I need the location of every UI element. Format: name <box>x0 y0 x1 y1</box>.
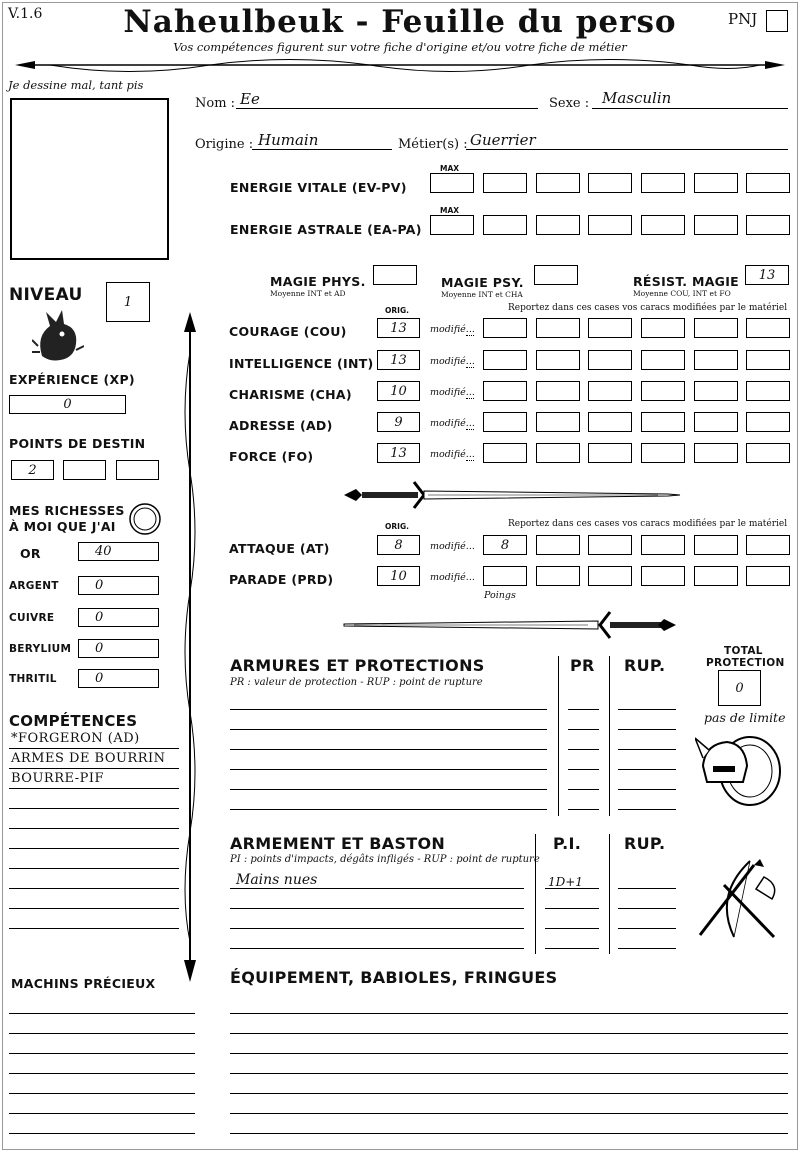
destin-box-3[interactable] <box>116 460 159 480</box>
carac-mod-box[interactable] <box>746 350 790 370</box>
armement-sub: PI : points d'impacts, dégâts infligés - RUP : point de rupture <box>230 854 540 865</box>
competence-line <box>9 828 179 829</box>
sexe-label: Sexe : <box>549 96 590 111</box>
carac-mod-box[interactable] <box>694 318 738 338</box>
competence-line <box>9 928 179 929</box>
combat-mod-box[interactable]: 8 <box>483 535 527 555</box>
ea-label: ENERGIE ASTRALE (EA-PA) <box>230 222 422 237</box>
competence-line <box>9 748 179 749</box>
richesses-label-1: MES RICHESSES <box>9 503 125 518</box>
armure-rup-line <box>618 729 676 730</box>
armures-divider-1 <box>558 656 559 816</box>
magie-phys-label: MAGIE PHYS. <box>270 274 366 289</box>
xp-label: EXPÉRIENCE (XP) <box>9 372 135 387</box>
ev-label: ENERGIE VITALE (EV-PV) <box>230 180 407 195</box>
riches-value[interactable]: 0 <box>78 608 159 627</box>
armure-rup-line <box>618 809 676 810</box>
riches-value[interactable]: 0 <box>78 576 159 595</box>
carac-mod-box[interactable] <box>536 350 580 370</box>
modifie-dots <box>466 398 474 399</box>
magie-psy-sub: Moyenne INT et CHA <box>441 290 523 299</box>
destin-box-2[interactable] <box>63 460 106 480</box>
armure-pr-line <box>568 789 599 790</box>
armement-line <box>230 948 524 949</box>
combat-orig-box[interactable]: 8 <box>377 535 420 555</box>
magie-phys-sub: Moyenne INT et AD <box>270 289 346 298</box>
modifie-label: modifié... <box>430 324 475 335</box>
modifie-dots <box>466 335 474 336</box>
ev-box[interactable] <box>536 173 580 193</box>
armement-rup-line <box>618 948 676 949</box>
armure-rup-line <box>618 749 676 750</box>
dragon-icon <box>32 306 84 364</box>
coin-icon <box>128 502 162 536</box>
machin-line <box>9 1113 195 1114</box>
xp-box[interactable]: 0 <box>9 395 126 414</box>
riches-label: CUIVRE <box>9 612 55 624</box>
ea-box[interactable] <box>588 215 632 235</box>
competence-line <box>9 808 179 809</box>
armure-line <box>230 809 547 810</box>
armure-line <box>230 729 547 730</box>
carac-mod-box[interactable] <box>588 350 632 370</box>
spear-divider-icon <box>178 312 202 982</box>
armure-pr-line <box>568 769 599 770</box>
carac-mod-box[interactable] <box>641 381 685 401</box>
armure-pr-line <box>568 709 599 710</box>
modifie-label: modifié... <box>430 356 475 367</box>
magie-psy-box[interactable] <box>534 265 578 285</box>
competences-label: COMPÉTENCES <box>9 712 138 730</box>
armure-line <box>230 749 547 750</box>
pnj-checkbox[interactable] <box>766 10 788 32</box>
combat-mod-box[interactable] <box>694 535 738 555</box>
modifie-dots <box>466 460 474 461</box>
origine-label: Origine : <box>195 137 254 152</box>
carac-mod-box[interactable] <box>483 318 527 338</box>
carac-mod-box[interactable] <box>746 443 790 463</box>
ea-box[interactable] <box>483 215 527 235</box>
carac-mod-box[interactable] <box>746 318 790 338</box>
magie-psy-label: MAGIE PSY. <box>441 275 524 290</box>
machin-line <box>9 1013 195 1014</box>
header-spear-icon <box>10 56 790 76</box>
armure-rup-line <box>618 789 676 790</box>
resist-magie-sub: Moyenne COU, INT et FO <box>633 289 731 298</box>
carac-mod-box[interactable] <box>483 412 527 432</box>
competence-line <box>9 788 179 789</box>
carac-orig-box[interactable]: 9 <box>377 412 420 432</box>
modifie-label: modifié... <box>430 449 475 460</box>
carac-mod-box[interactable] <box>694 350 738 370</box>
sheet-title: Naheulbeuk - Feuille du perso <box>123 4 677 40</box>
destin-box-1[interactable]: 2 <box>11 460 54 480</box>
modifie-label: modifié... <box>430 572 475 583</box>
ev-box[interactable] <box>588 173 632 193</box>
armure-rup-line <box>618 709 676 710</box>
sheet-subtitle: Vos compétences figurent sur votre fiche d'origine et/ou votre fiche de métier <box>173 40 627 54</box>
riches-value[interactable]: 0 <box>78 669 159 688</box>
total-protection-box[interactable]: 0 <box>718 670 761 706</box>
armure-line <box>230 789 547 790</box>
competence-item[interactable]: BOURRE-PIF <box>11 771 105 786</box>
ea-max-label: MAX <box>440 206 460 215</box>
carac-orig-box[interactable]: 13 <box>377 318 420 338</box>
carac-mod-box[interactable] <box>746 412 790 432</box>
equipement-line <box>230 1133 788 1134</box>
armure-pr-line <box>568 809 599 810</box>
armement-pi-line <box>545 888 599 889</box>
equipement-line <box>230 1093 788 1094</box>
pr-header: PR <box>570 656 595 675</box>
combat-note: Reportez dans ces cases vos caracs modifiées par le matériel <box>508 519 788 529</box>
competence-item[interactable]: ARMES DE BOURRIN <box>11 751 166 766</box>
carac-label: COURAGE (COU) <box>229 324 347 339</box>
combat-label: PARADE (PRD) <box>229 572 334 587</box>
carac-mod-box[interactable] <box>641 443 685 463</box>
armement-line <box>230 888 524 889</box>
metier-field[interactable]: Guerrier <box>470 131 536 149</box>
armement-rup-line <box>618 928 676 929</box>
carac-orig-box[interactable]: 13 <box>377 443 420 463</box>
ev-max-label: MAX <box>440 164 460 173</box>
armement-pi-line <box>545 928 599 929</box>
destin-label: POINTS DE DESTIN <box>9 436 146 451</box>
equipement-line <box>230 1073 788 1074</box>
carac-mod-box[interactable] <box>536 381 580 401</box>
carac-mod-box[interactable] <box>694 381 738 401</box>
carac-mod-box[interactable] <box>588 443 632 463</box>
armures-title: ARMURES ET PROTECTIONS <box>230 656 485 675</box>
modifie-label: modifié... <box>430 418 475 429</box>
combat-orig-box[interactable]: 10 <box>377 566 420 586</box>
ea-box[interactable] <box>641 215 685 235</box>
resist-magie-box[interactable]: 13 <box>745 265 789 285</box>
competence-line <box>9 908 179 909</box>
equipement-line <box>230 1013 788 1014</box>
carac-mod-box[interactable] <box>483 443 527 463</box>
carac-label: INTELLIGENCE (INT) <box>229 356 374 371</box>
competence-line <box>9 888 179 889</box>
carac-mod-box[interactable] <box>536 443 580 463</box>
poings-label: Poings <box>484 590 516 601</box>
sword-2-icon <box>338 610 683 640</box>
modifie-label: modifié... <box>430 541 475 552</box>
metier-label: Métier(s) : <box>398 137 468 152</box>
carac-mod-box[interactable] <box>588 381 632 401</box>
rup-header: RUP. <box>624 656 666 675</box>
resist-magie-label: RÉSIST. MAGIE <box>633 274 740 289</box>
combat-mod-box[interactable] <box>588 535 632 555</box>
sexe-line <box>592 108 788 109</box>
machin-line <box>9 1093 195 1094</box>
armure-pr-line <box>568 729 599 730</box>
carac-label: FORCE (FO) <box>229 449 314 464</box>
carac-mod-box[interactable] <box>536 318 580 338</box>
ev-max-box[interactable] <box>430 173 474 193</box>
carac-mod-box[interactable] <box>588 318 632 338</box>
nom-field[interactable]: Ee <box>240 90 260 108</box>
nom-line <box>236 108 538 109</box>
combat-mod-box[interactable] <box>536 566 580 586</box>
combat-mod-box[interactable] <box>641 535 685 555</box>
ev-box[interactable] <box>746 173 790 193</box>
origine-field[interactable]: Humain <box>258 131 319 149</box>
riches-value[interactable]: 0 <box>78 639 159 658</box>
armement-line <box>230 928 524 929</box>
niveau-label: NIVEAU <box>9 285 83 305</box>
ev-box[interactable] <box>694 173 738 193</box>
competence-line <box>9 768 179 769</box>
version-label: V.1.6 <box>8 6 43 22</box>
riches-label: ARGENT <box>9 580 59 592</box>
total-label-2: PROTECTION <box>706 657 785 669</box>
metier-line <box>466 149 788 150</box>
ev-box[interactable] <box>641 173 685 193</box>
combat-mod-box[interactable] <box>536 535 580 555</box>
equipement-title: ÉQUIPEMENT, BABIOLES, FRINGUES <box>230 968 558 987</box>
ea-box[interactable] <box>694 215 738 235</box>
carac-mod-box[interactable] <box>694 443 738 463</box>
weapon-name[interactable]: Mains nues <box>236 872 318 888</box>
weapons-icon <box>694 855 784 945</box>
sexe-field[interactable]: Masculin <box>602 89 672 107</box>
armure-pr-line <box>568 749 599 750</box>
armement-rup-line <box>618 888 676 889</box>
sword-icon <box>338 480 683 510</box>
armure-line <box>230 709 547 710</box>
machin-line <box>9 1053 195 1054</box>
carac-mod-box[interactable] <box>483 350 527 370</box>
combat-mod-box[interactable] <box>746 566 790 586</box>
armement-pi-line <box>545 908 599 909</box>
carac-label: CHARISME (CHA) <box>229 387 352 402</box>
machin-line <box>9 1073 195 1074</box>
carac-label: ADRESSE (AD) <box>229 418 333 433</box>
portrait-caption: Je dessine mal, tant pis <box>8 78 144 92</box>
weapon-pi[interactable]: 1D+1 <box>548 875 583 889</box>
armement-rup-line <box>618 908 676 909</box>
riches-label: OR <box>20 546 41 561</box>
riches-label: BERYLIUM <box>9 643 72 655</box>
carac-mod-box[interactable] <box>641 318 685 338</box>
competence-line <box>9 868 179 869</box>
ea-box[interactable] <box>536 215 580 235</box>
armement-line <box>230 908 524 909</box>
equipement-line <box>230 1033 788 1034</box>
armures-sub: PR : valeur de protection - RUP : point de rupture <box>230 677 483 688</box>
ev-box[interactable] <box>483 173 527 193</box>
combat-mod-box[interactable] <box>694 566 738 586</box>
richesses-label-2: À MOI QUE J'AI <box>9 519 116 534</box>
modifie-label: modifié... <box>430 387 475 398</box>
carac-mod-box[interactable] <box>641 350 685 370</box>
machin-line <box>9 1133 195 1134</box>
riches-value[interactable]: 40 <box>78 542 159 561</box>
machins-label: MACHINS PRÉCIEUX <box>11 976 156 991</box>
carac-orig-box[interactable]: 10 <box>377 381 420 401</box>
carac-mod-box[interactable] <box>588 412 632 432</box>
combat-orig-label: ORIG. <box>385 522 409 531</box>
pnj-label: PNJ <box>728 10 758 28</box>
combat-mod-box[interactable] <box>641 566 685 586</box>
nom-label: Nom : <box>195 96 236 111</box>
ea-box[interactable] <box>746 215 790 235</box>
no-limit-label: pas de limite <box>704 710 786 725</box>
carac-orig-label: ORIG. <box>385 306 409 315</box>
portrait-box[interactable] <box>10 98 169 260</box>
carac-mod-box[interactable] <box>536 412 580 432</box>
combat-mod-box[interactable] <box>588 566 632 586</box>
niveau-box[interactable]: 1 <box>106 282 150 322</box>
carac-mod-box[interactable] <box>483 381 527 401</box>
origine-line <box>252 149 392 150</box>
total-label-1: TOTAL <box>724 645 763 657</box>
armement-divider-1 <box>535 834 536 954</box>
armement-divider-2 <box>609 834 610 954</box>
equipement-line <box>230 1113 788 1114</box>
armure-rup-line <box>618 769 676 770</box>
carac-mod-box[interactable] <box>694 412 738 432</box>
carac-mod-box[interactable] <box>641 412 685 432</box>
modifie-dots <box>466 429 474 430</box>
armement-rup-header: RUP. <box>624 834 666 853</box>
armement-pi-line <box>545 948 599 949</box>
competence-item[interactable]: *FORGERON (AD) <box>11 731 140 746</box>
carac-orig-box[interactable]: 13 <box>377 350 420 370</box>
armement-title: ARMEMENT ET BASTON <box>230 834 446 853</box>
machin-line <box>9 1033 195 1034</box>
competence-line <box>9 848 179 849</box>
riches-label: THRITIL <box>9 673 57 685</box>
helmet-shield-icon <box>695 726 785 810</box>
combat-mod-box[interactable] <box>483 566 527 586</box>
combat-label: ATTAQUE (AT) <box>229 541 330 556</box>
equipement-line <box>230 1053 788 1054</box>
combat-mod-box[interactable] <box>746 535 790 555</box>
modifie-dots <box>466 367 474 368</box>
magie-phys-box[interactable] <box>373 265 417 285</box>
carac-mod-box[interactable] <box>746 381 790 401</box>
armure-line <box>230 769 547 770</box>
armures-divider-2 <box>609 656 610 816</box>
carac-note: Reportez dans ces cases vos caracs modifiées par le matériel <box>508 303 788 313</box>
pi-header: P.I. <box>553 834 582 853</box>
ea-box[interactable] <box>430 215 474 235</box>
